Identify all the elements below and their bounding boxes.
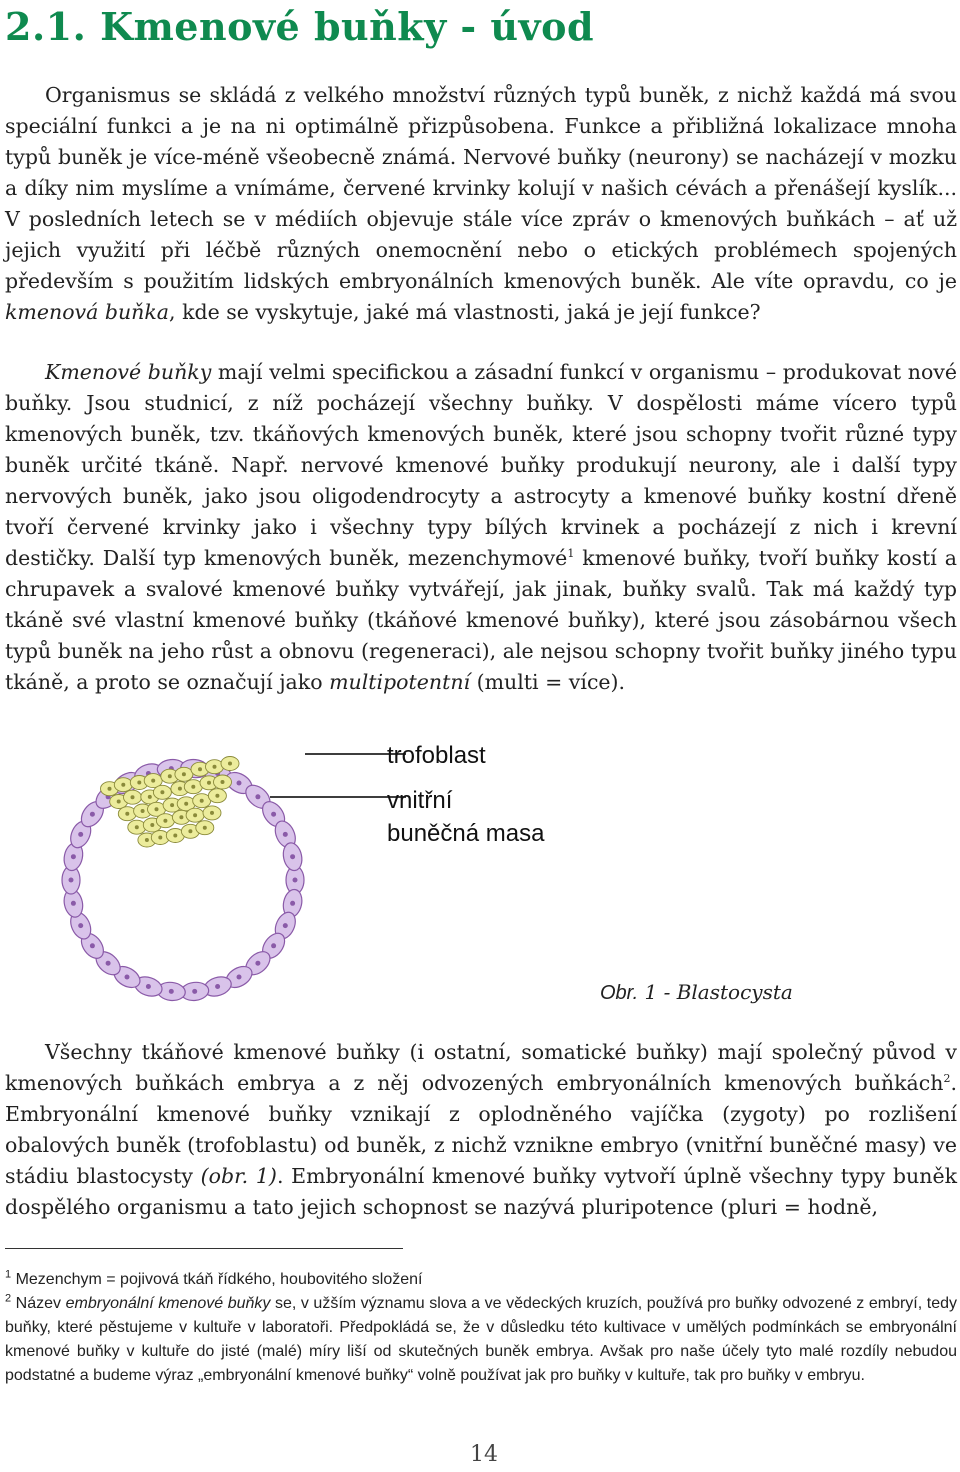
inner-mass-nucleus [145, 838, 149, 842]
caption-text: 1 - Blastocysta [638, 980, 793, 1004]
footnote-1-text: Mezenchym = pojivová tkáň řídkého, houbovitého složení [11, 1271, 423, 1288]
inner-mass-nucleus [203, 826, 207, 830]
footnote-2 [5, 1292, 957, 1388]
inner-mass-nucleus [213, 765, 217, 769]
page-title: 2.1. Kmenové buňky - úvod [5, 4, 595, 49]
inner-mass-nucleus [228, 762, 232, 766]
paragraph-stem-cells-text: mají velmi specifickou a zásadní funkcí v organismu – produkovat nové buňky. Jsou studnicí, z níž pocházejí všechny buňky. V dospělosti máme vícero typů kmenových buněk, tzv. tkáňových kmenových buněk, které jsou schopny tvořit různé typy buněk určité tkáně. Např. nervové kmenové buňky produkují neurony, ale i další typy nervových buněk, jako jsou oligodendrocyty a astrocyty a kmenové buňky kostní dřeně tvoří červené krvinky jako i všechny typy bílých krvinek a pocházejí z nich i krevní destičky. Další typ kmenových buněk, mezenchymové [5, 360, 957, 570]
figure-reference[interactable]: (obr. 1) [200, 1164, 277, 1188]
paragraph-intro-text: Organismus se skládá z velkého množství různých typů buněk, z nichž každá má svou speciální funkci a je na ni optimálně přizpůsobena. Funkce a přibližná lokalizace mnoha typů buněk je více-méně všeobecně známá. Nervové buňky (neurony) se nacházejí v mozku a díky nim myslíme a vnímáme, červené krvinky kolují v našich cévách a přenášejí kyslík... V posledních letech se v médiích objevuje stále více zpráv o kmenových buňkách – ať už jejich využití při léčbě různých onemocnění nebo o etických problémech spojených především s použitím lidských embryonálních kmenových buněk. Ale víte opravdu, co je [5, 83, 957, 293]
inner-mass-nucleus [131, 795, 135, 799]
footnote-2-number: 2 [5, 1292, 12, 1305]
footnote-divider [5, 1248, 403, 1249]
inner-mass-nucleus [108, 787, 112, 791]
paragraph-stem-cells-text-end: (multi = více). [470, 670, 626, 694]
trofoblast-nucleus [71, 901, 76, 906]
caption-obr: Obr. [600, 982, 639, 1004]
inner-mass-nucleus [151, 779, 155, 783]
footnote-1-number: 1 [5, 1268, 12, 1281]
footnote-ref-1[interactable]: 1 [567, 547, 575, 561]
inner-mass-nucleus [121, 783, 125, 787]
inner-mass-nucleus [158, 836, 162, 840]
trofoblast-nucleus [271, 812, 276, 817]
paragraph-intro-text-end: , kde se vyskytuje, jaké má vlastnosti, jaká je její funkce? [169, 300, 761, 324]
inner-mass-nucleus [198, 767, 202, 771]
label-inner-cell-mass-2: buněčná masa [387, 820, 545, 847]
blastocyst-figure [40, 735, 800, 1015]
paragraph-intro-emphasis: kmenová buňka [5, 300, 170, 324]
trofoblast-nucleus [78, 923, 83, 928]
trofoblast-nucleus [78, 832, 83, 837]
inner-mass-nucleus [148, 795, 152, 799]
inner-mass-nucleus [160, 790, 164, 794]
inner-mass-nucleus [168, 774, 172, 778]
inner-mass-nucleus [188, 829, 192, 833]
inner-mass-nucleus [178, 787, 182, 791]
trofoblast-nucleus [215, 984, 220, 989]
inner-mass-nucleus [182, 772, 186, 776]
paragraph-stem-cells-emphasis: Kmenové buňky [45, 360, 212, 384]
inner-mass-nucleus [173, 834, 177, 838]
paragraph-embryonic [5, 1037, 957, 1223]
paragraph-stem-cells-text-2: kmenové buňky, tvoří buňky kostí a chrupavek a svalové kmenové buňky vytvářejí, jak jinak, buňky svalů. Tak má každý typ tkáně své vlastní kmenové buňky (tkáňové kmenové buňky), které jsou zásobárnou všech typů buněk na jeho růst a obnovu (regeneraci), ale nejsou schopny tvořit buňky jiného typu tkáně, a proto se označují jako [5, 546, 957, 694]
inner-mass-nucleus [191, 785, 195, 789]
blastocyst-illustration [62, 757, 305, 1002]
inner-mass-nucleus [125, 812, 129, 816]
trofoblast-nucleus [290, 854, 295, 859]
inner-mass-nucleus [210, 811, 214, 815]
paragraph-stem-cells-emphasis-2: multipotentní [329, 670, 471, 694]
inner-mass-nucleus [170, 803, 174, 807]
paragraph-embryonic-text-end: . Embryonální kmenové buňky vytvoří úplně všechny typy buněk dospělého organismu a tato jejich schopnost se nazývá pluripotence (pluri = hodně, [5, 1164, 957, 1219]
trofoblast-nucleus [255, 961, 260, 966]
paragraph-stem-cells [5, 357, 957, 698]
inner-mass-nucleus [135, 825, 139, 829]
paragraph-embryonic-text-2: . Embryonální kmenové buňky vznikají z oplodněného vajíčka (zygoty) po rozlišení obalových buněk (trofoblastu) od buněk, z nichž vznikne embryo (vnitřní buněčné masy) ve stádiu blastocysty [5, 1071, 957, 1188]
paragraph-intro [5, 80, 957, 328]
trofoblast-nucleus [125, 975, 130, 980]
trofoblast-nucleus [90, 943, 95, 948]
trofoblast-nucleus [69, 878, 74, 883]
inner-mass-nucleus [179, 815, 183, 819]
inner-mass-nucleus [184, 802, 188, 806]
inner-mass-nucleus [150, 823, 154, 827]
inner-mass-nucleus [141, 809, 145, 813]
label-inner-cell-mass-1: vnitřní [387, 787, 453, 814]
inner-mass-nucleus [117, 800, 121, 804]
trofoblast-nucleus [169, 989, 174, 994]
footnote-2-emphasis: embryonální kmenové buňky [65, 1295, 271, 1312]
inner-mass-nucleus [221, 780, 225, 784]
trofoblast-nucleus [192, 989, 197, 994]
label-trofoblast: trofoblast [387, 742, 486, 769]
trofoblast-nucleus [71, 854, 76, 859]
trofoblast-nucleus [283, 832, 288, 837]
figure-caption [600, 980, 793, 1005]
trofoblast-nucleus [283, 923, 288, 928]
footnote-2-text-end: se, v užším významu slova a ve vědeckých kruzích, používá pro buňky odvozené z embryí, tedy buňky, které pěstujeme v kultuře v laboratoři. Předpokládá se, že v důsledku této kultivace v umělých podmínkách se embryonální kmenové buňky v kultuře do jisté (malé) míry liší od skutečných buněk embrya. Avšak pro naše účely tyto malé rozdíly nebudou podstatné a budeme výraz „embryonální kmenové buňky“ volně používat jak pro buňky v kultuře, tak pro buňky v embryu. [5, 1295, 958, 1384]
trofoblast-nucleus [146, 984, 151, 989]
paragraph-embryonic-text: Všechny tkáňové kmenové buňky (i ostatní, somatické buňky) mají společný původ v kmenových buňkách embrya a z něj odvozených embryonálních kmenových buňkách [5, 1040, 957, 1095]
trofoblast-nucleus [106, 961, 111, 966]
footnote-2-text: Název [11, 1295, 66, 1312]
trofoblast-nucleus [255, 794, 260, 799]
footnote-1 [5, 1268, 957, 1292]
inner-mass-nucleus [155, 807, 159, 811]
inner-mass-nucleus [215, 794, 219, 798]
trofoblast-nucleus [293, 878, 298, 883]
trofoblast-nucleus [237, 975, 242, 980]
footnote-ref-2[interactable]: 2 [943, 1072, 951, 1086]
inner-mass-nucleus [200, 799, 204, 803]
inner-mass-nucleus [193, 813, 197, 817]
inner-mass-nucleus [137, 781, 141, 785]
trofoblast-nucleus [271, 943, 276, 948]
trofoblast-nucleus [290, 901, 295, 906]
inner-mass-nucleus [207, 781, 211, 785]
inner-mass-nucleus [163, 819, 167, 823]
trofoblast-nucleus [237, 781, 242, 786]
trofoblast-nucleus [90, 812, 95, 817]
page-number: 14 [470, 1442, 498, 1467]
footnotes [5, 1268, 957, 1388]
